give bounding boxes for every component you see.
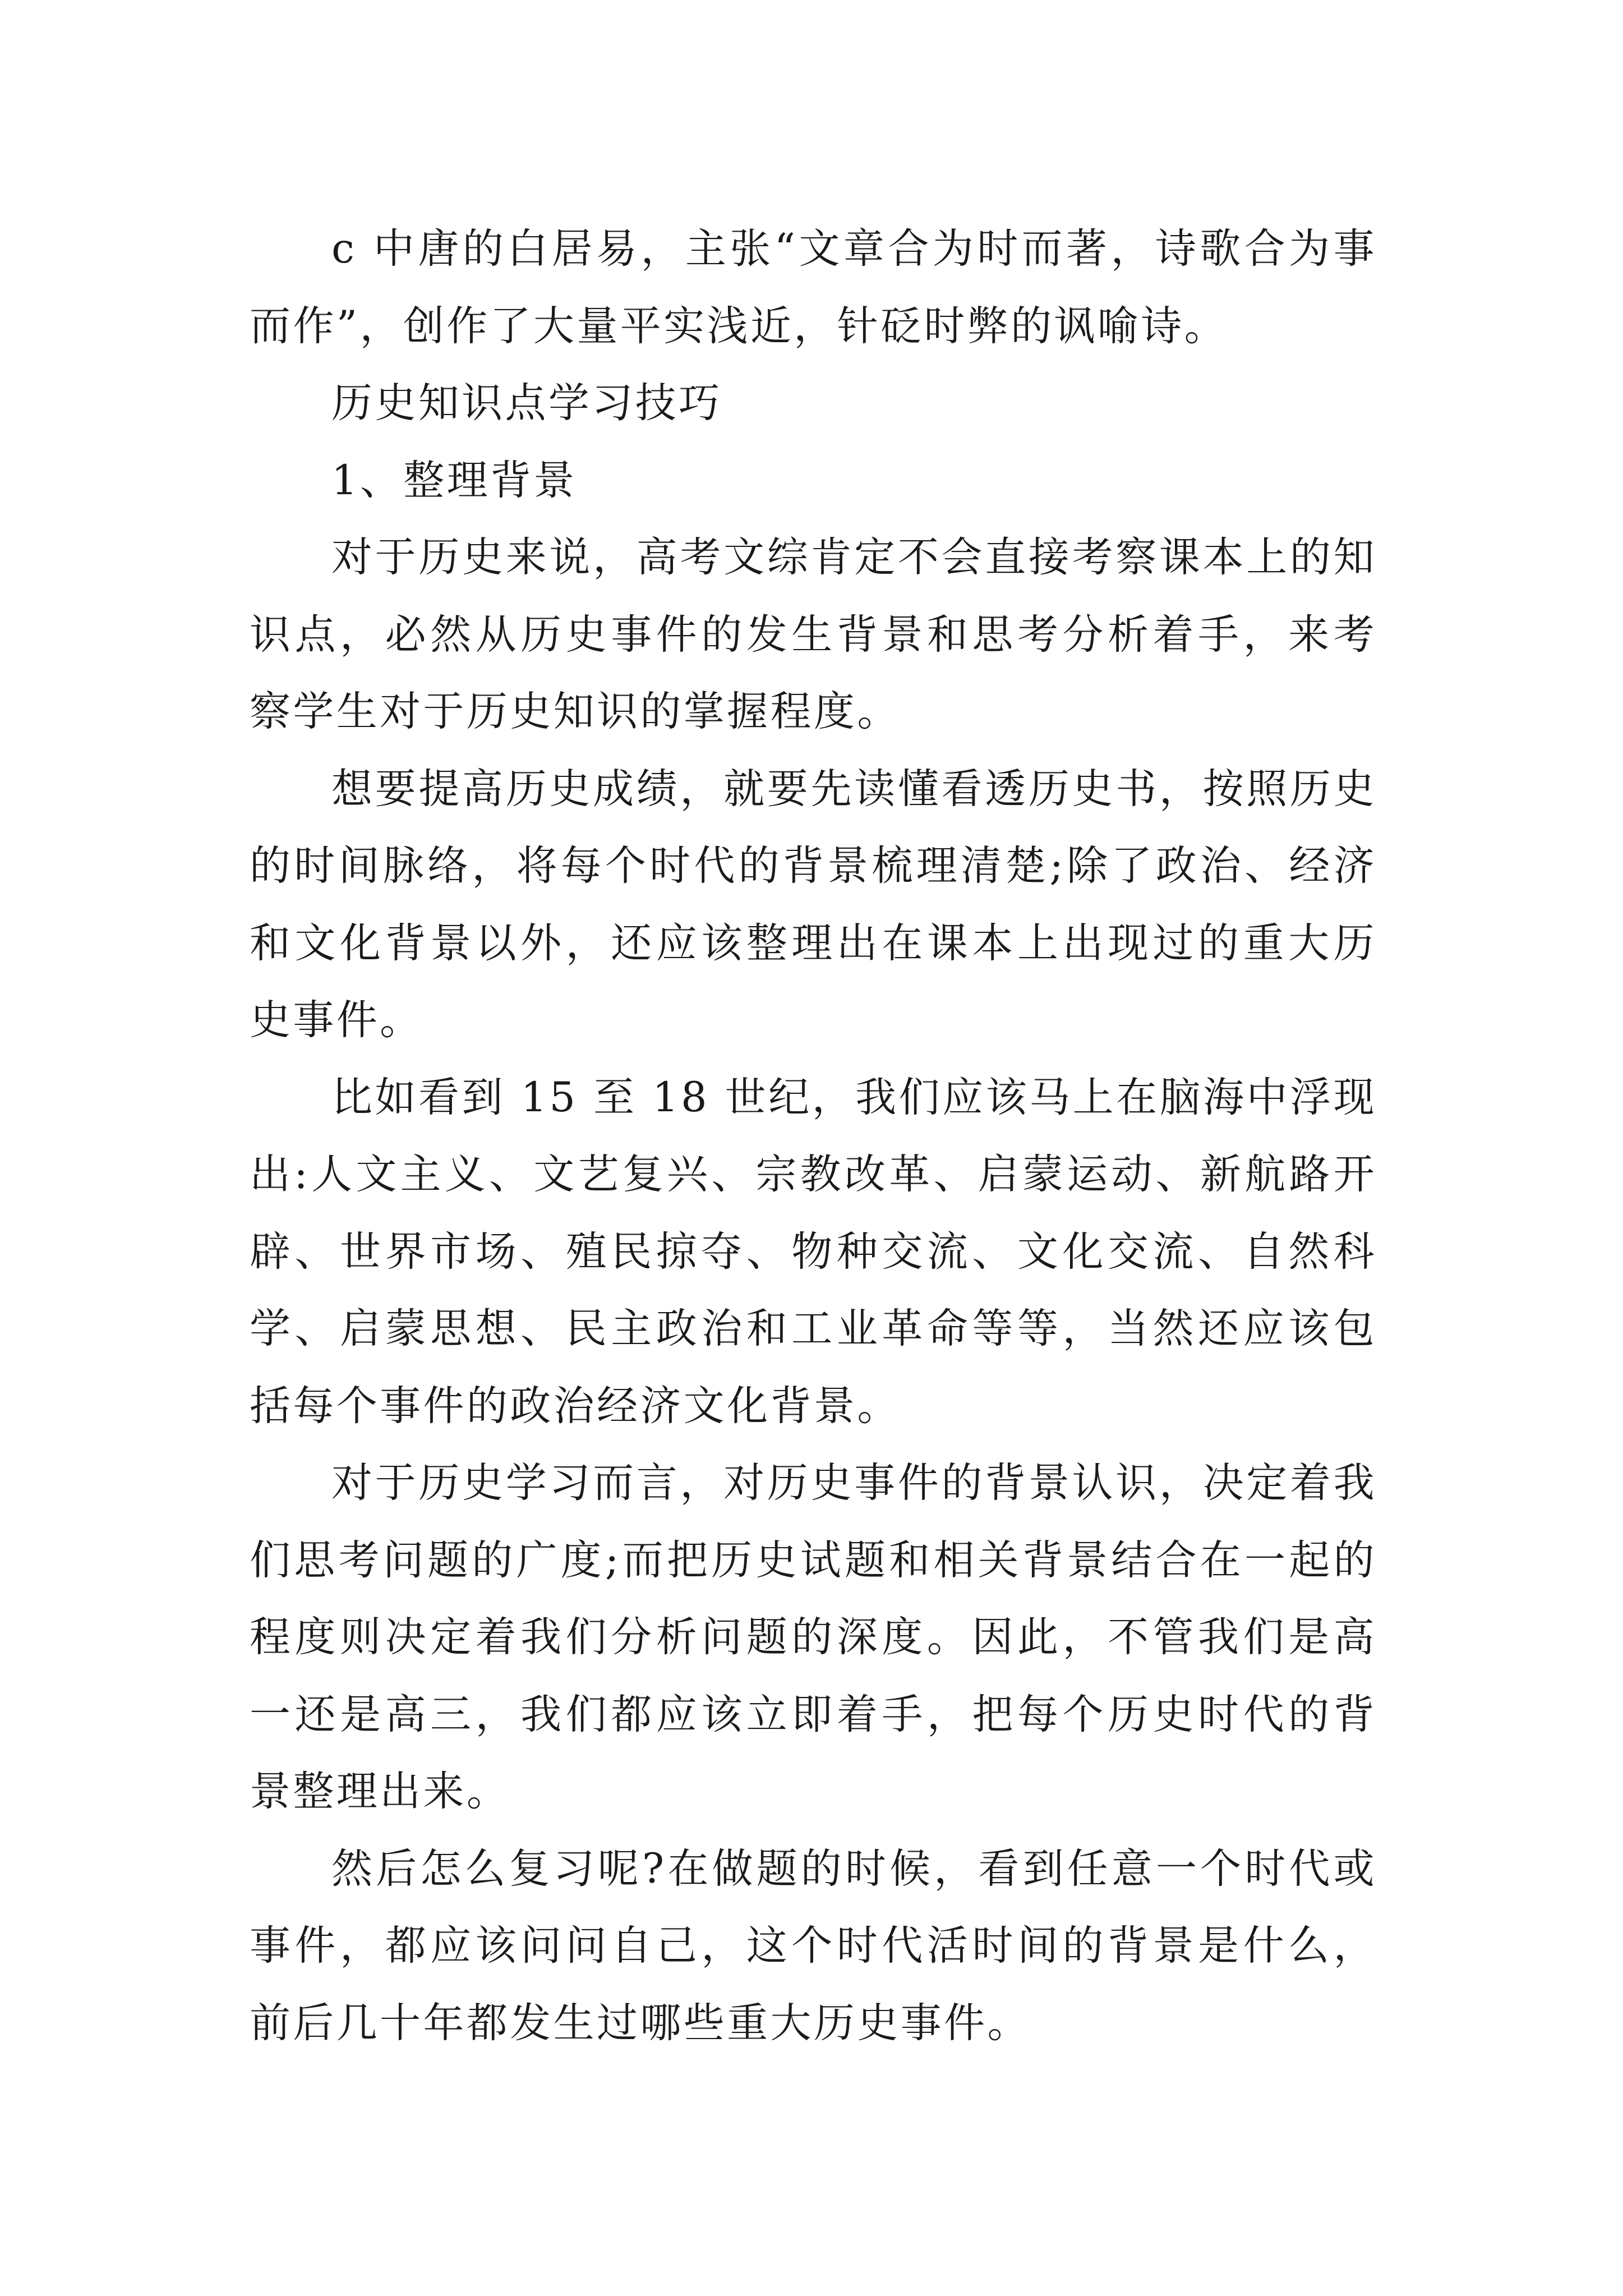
paragraph-exam-focus: 对于历史来说，高考文综肯定不会直接考察课本上的知识点，必然从历史事件的发生背景和思考分析着手，来考察学生对于历史知识的掌握程度。 (250, 533, 1377, 735)
section-heading-study-tips: 历史知识点学习技巧 (331, 379, 722, 427)
paragraph-improve-grades: 想要提高历史成绩，就要先读懂看透历史书，按照历史的时间脉络，将每个时代的背景梳理清楚;除了政治、经济和文化背景以外，还应该整理出在课本上出现过的重大历史事件。 (250, 765, 1377, 1044)
paragraph-background-depth: 对于历史学习而言，对历史事件的背景认识，决定着我们思考问题的广度;而把历史试题和相关背景结合在一起的程度则决定着我们分析问题的深度。因此，不管我们是高一还是高三，我们都应该立即着手，把每个历史时代的背景整理出来。 (250, 1459, 1377, 1815)
paragraph-bai-juyi: c 中唐的白居易，主张“文章合为时而著，诗歌合为事而作”，创作了大量平实浅近，针砭时弊的讽喻诗。 (250, 225, 1377, 350)
subheading-organize-background: 1、整理背景 (331, 456, 577, 504)
paragraph-15-18-century: 比如看到 15 至 18 世纪，我们应该马上在脑海中浮现出:人文主义、文艺复兴、宗教改革、启蒙运动、新航路开辟、世界市场、殖民掠夺、物种交流、文化交流、自然科学、启蒙思想、民主政治和工业革命等等，当然还应该包括每个事件的政治经济文化背景。 (250, 1073, 1377, 1430)
paragraph-review-method: 然后怎么复习呢?在做题的时候，看到任意一个时代或事件，都应该问问自己，这个时代活时间的背景是什么，前后几十年都发生过哪些重大历史事件。 (250, 1844, 1377, 2047)
document-body (250, 210, 1377, 2062)
